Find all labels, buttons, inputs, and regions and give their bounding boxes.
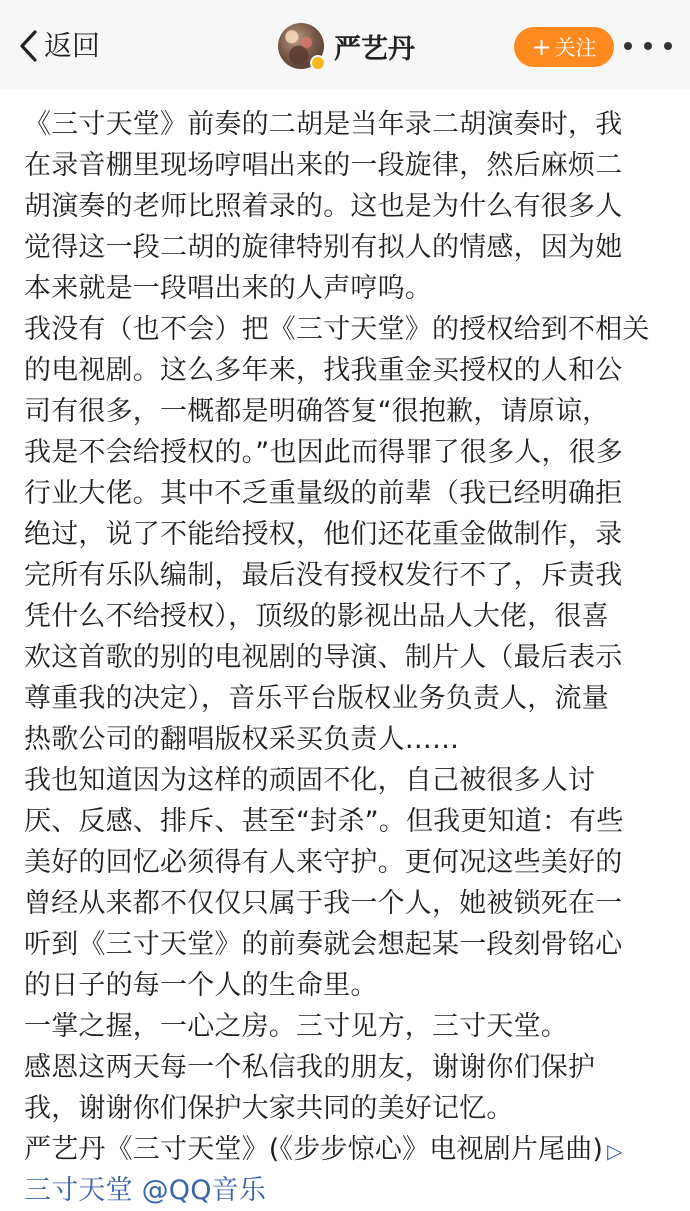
post-text-line: 我，谢谢你们保护大家共同的美好记忆。	[24, 1093, 514, 1124]
post-text-line: 凭什么不给授权），顶级的影视出品人大佬，很喜	[24, 601, 609, 632]
song-link[interactable]: 三寸天堂 @QQ音乐	[24, 1175, 267, 1206]
chevron-left-icon	[18, 29, 40, 63]
post-content	[24, 104, 672, 1211]
post-text-line: 热歌公司的翻唱版权采买负责人……	[24, 724, 460, 755]
more-dot	[644, 42, 652, 50]
post-text-line: 感恩这两天每一个私信我的朋友，谢谢你们保护	[24, 1052, 596, 1083]
post-text-line: 在录音棚里现场哼唱出来的一段旋律，然后麻烦二	[24, 150, 623, 181]
back-label: 返回	[44, 29, 101, 62]
plus-icon: +	[531, 33, 552, 61]
song-info-line[interactable]	[24, 1129, 672, 1170]
post-text-line: 欢这首歌的别的电视剧的导演、制片人（最后表示	[24, 642, 623, 673]
more-options-icon[interactable]	[624, 42, 672, 52]
post-text-line: 司有很多，一概都是明确答复“很抱歉，请原谅，	[24, 396, 610, 427]
username[interactable]: 严艺丹	[334, 33, 415, 65]
post-text-line: 《三寸天堂》前奏的二胡是当年录二胡演奏时，我	[24, 109, 623, 140]
post-text-line: 的电视剧。这么多年来，找我重金买授权的人和公	[24, 355, 623, 386]
verified-badge-icon	[310, 55, 326, 71]
post-text-line: 的日子的每一个人的生命里。	[24, 970, 378, 1001]
post-text-line: 尊重我的决定），音乐平台版权业务负责人，流量	[24, 683, 609, 714]
post-text-line: 觉得这一段二胡的旋律特别有拟人的情感，因为她	[24, 232, 623, 263]
follow-label: 关注	[554, 36, 597, 60]
user-info[interactable]	[278, 22, 415, 70]
post-text-line: 美好的回忆必须得有人来守护。更何况这些美好的	[24, 847, 623, 878]
post-text-line: 我是不会给授权的。”也因此而得罪了很多人，很多	[24, 437, 624, 468]
post-text-line: 我没有（也不会）把《三寸天堂》的授权给到不相关	[24, 314, 650, 345]
post-text-line: 胡演奏的老师比照着录的。这也是为什么有很多人	[24, 191, 623, 222]
post-text-line: 本来就是一段唱出来的人声哼呜。	[24, 273, 432, 304]
post-text-line: 完所有乐队编制，最后没有授权发行不了，斥责我	[24, 560, 623, 591]
avatar[interactable]	[278, 23, 324, 69]
more-dot	[664, 42, 672, 50]
post-text-line: 厌、反感、排斥、甚至“封杀”。但我更知道：有些	[24, 806, 624, 837]
back-button[interactable]	[18, 24, 100, 68]
play-icon[interactable]: ▷	[607, 1139, 623, 1163]
post-text-line: 听到《三寸天堂》的前奏就会想起某一段刻骨铭心	[24, 929, 623, 960]
song-info-text: 严艺丹《三寸天堂》(《步步惊心》电视剧片尾曲)	[24, 1134, 604, 1165]
post-text-line: 一掌之握，一心之房。三寸见方，三寸天堂。	[24, 1011, 568, 1042]
follow-button[interactable]	[514, 27, 614, 67]
post-text-line: 绝过，说了不能给授权，他们还花重金做制作，录	[24, 519, 623, 550]
post-text-line: 我也知道因为这样的顽固不化，自己被很多人讨	[24, 765, 596, 796]
post-text-line: 曾经从来都不仅仅只属于我一个人，她被锁死在一	[24, 888, 623, 919]
post-text-line: 行业大佬。其中不乏重量级的前辈（我已经明确拒	[24, 478, 623, 509]
top-nav-bar	[0, 0, 690, 90]
more-dot	[624, 42, 632, 50]
